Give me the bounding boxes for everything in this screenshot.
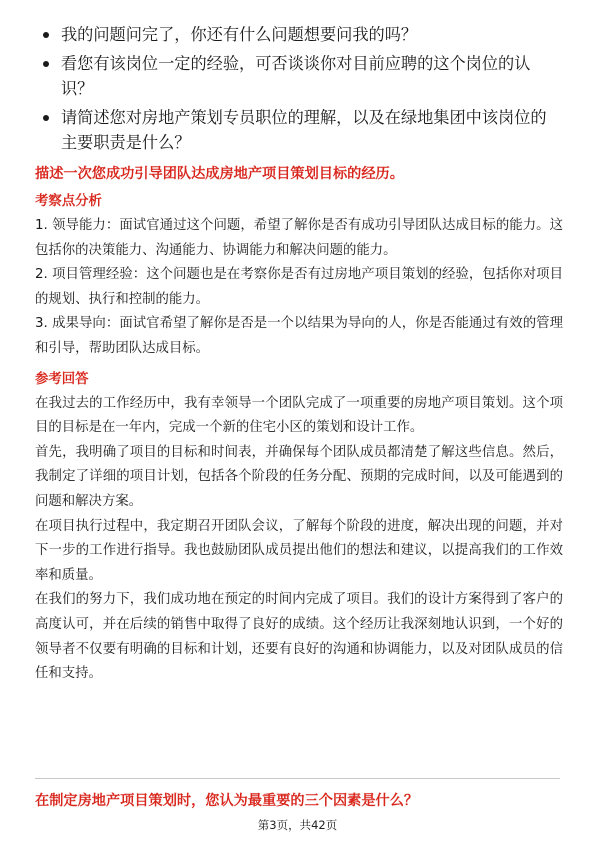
answer-paragraph: 在我们的努力下，我们成功地在预定的时间内完成了项目。我们的设计方案得到了客户的高度认可，并在后续的销售中取得了良好的成绩。这个经历让我深刻地认识到，一个好的领导者不仅要有明确的目标和计划，还要有良好的沟通和协调能力，以及对团队成员的信任和支持。 xyxy=(35,592,563,682)
section-divider xyxy=(35,778,560,779)
bullet-dot-icon xyxy=(43,32,49,38)
analysis-point: 2. 项目管理经验：这个问题也是在考察你是否有过房地产项目策划的经验，包括你对项目的规划、执行和控制的能力。 xyxy=(35,267,563,307)
next-question-heading: 在制定房地产项目策划时，您认为最重要的三个因素是什么？ xyxy=(35,793,419,809)
analysis-point: 3. 成果导向：面试官希望了解你是否是一个以结果为导向的人，你是否能通过有效的管理和引导，帮助团队达成目标。 xyxy=(35,316,563,356)
question-bullet-list xyxy=(35,22,555,159)
bullet-text: 请简述您对房地产策划专员职位的理解，以及在绿地集团中该岗位的主要职责是什么？ xyxy=(61,108,547,152)
analysis-point: 1. 领导能力：面试官通过这个问题，希望了解你是否有成功引导团队达成目标的能力。这包括你的决策能力、沟通能力、协调能力和解决问题的能力。 xyxy=(35,218,563,258)
bullet-text: 我的问题问完了，你还有什么问题想要问我的吗？ xyxy=(61,25,418,44)
bullet-item xyxy=(35,105,555,155)
bullet-dot-icon xyxy=(43,61,49,67)
analysis-heading: 考察点分析 xyxy=(35,194,102,209)
bullet-dot-icon xyxy=(43,115,49,121)
answer-paragraph: 首先，我明确了项目的目标和时间表，并确保每个团队成员都清楚了解这些信息。然后，我制定了详细的项目计划，包括各个阶段的任务分配、预期的完成时间，以及可能遇到的问题和解决方案。 xyxy=(35,444,563,509)
answer-paragraph: 在我过去的工作经历中，我有幸领导一个团队完成了一项重要的房地产项目策划。这个项目的目标是在一年内，完成一个新的住宅小区的策划和设计工作。 xyxy=(35,395,563,436)
next-question-block xyxy=(35,789,563,813)
bullet-item xyxy=(35,51,555,101)
bullet-item xyxy=(35,22,555,47)
page-footer: 第3页，共42页 xyxy=(257,818,338,832)
question-heading: 描述一次您成功引导团队达成房地产项目策划目标的经历。 xyxy=(35,166,404,182)
bullet-text: 看您有该岗位一定的经验，可否谈谈你对目前应聘的这个岗位的认识？ xyxy=(61,54,531,98)
answer-paragraph: 在项目执行过程中，我定期召开团队会议，了解每个阶段的进度，解决出现的问题，并对下一步的工作进行指导。我也鼓励团队成员提出他们的想法和建议，以提高我们的工作效率和质量。 xyxy=(35,518,563,583)
main-content xyxy=(35,162,563,687)
answer-heading: 参考回答 xyxy=(35,371,89,387)
